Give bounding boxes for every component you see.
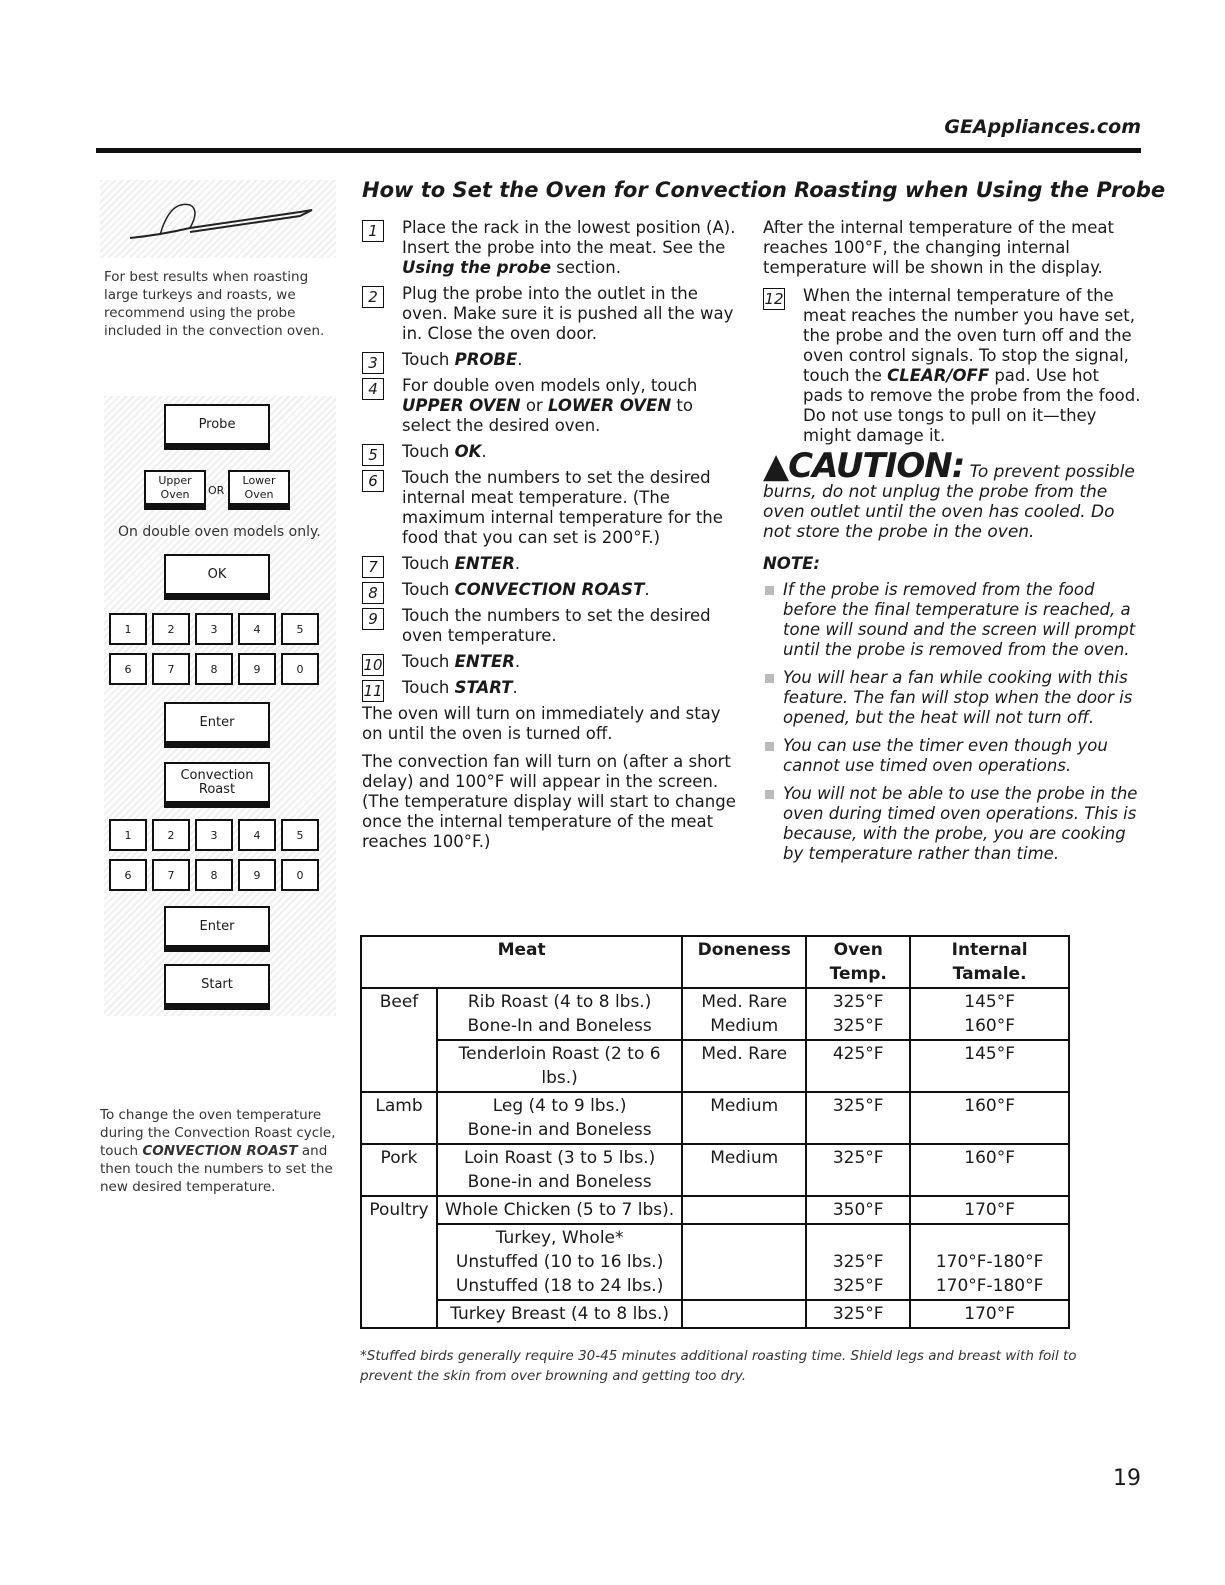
right-para: After the internal temperature of the meat reaches 100°F, the changing internal temperature will be shown in the display. [763,218,1114,277]
step-11 [362,678,746,698]
step-text: Place the rack in the lowest position (A). Insert the probe into the meat. See the Using the probe section. [402,218,736,277]
probe-illustration [100,180,336,258]
right-column [763,218,1143,872]
number-key-4: 4 [238,613,276,645]
probe-icon [100,180,336,258]
number-key-0: 0 [281,859,319,891]
step-9 [362,606,746,646]
number-key-2: 2 [152,819,190,851]
number-key-6: 6 [109,859,147,891]
step-5 [362,442,746,462]
table-row [361,1040,1069,1092]
table-row [361,1300,1069,1328]
step-number: 8 [362,582,384,604]
ok-key: OK [164,554,270,600]
step-number: 6 [362,470,384,492]
probe-note: For best results when roasting large turkeys and roasts, we recommend using the probe included in the convection oven. [104,269,325,339]
number-key-6: 6 [109,653,147,685]
step-text: Touch the numbers to set the desired internal meat temperature. (The maximum internal temperature for the food that you can set is 200°F.) [402,468,723,547]
doneness: Med. Rare Medium [682,988,806,1040]
number-key-1: 1 [109,819,147,851]
number-key-8: 8 [195,653,233,685]
enter-key-1: Enter [164,702,270,748]
page-title: How to Set the Oven for Convection Roasting when Using the Probe [362,178,1166,202]
number-key-3: 3 [195,819,233,851]
step-text: Touch START. [402,678,518,697]
table-row [361,988,1069,1040]
table-body [361,988,1069,1328]
number-key-2: 2 [152,613,190,645]
steps-list [362,218,746,698]
notes-list [763,580,1143,864]
step-2 [362,284,746,344]
note-item: You will not be able to use the probe in the oven during timed oven operations. This is because, with the probe, you are cooking by temperature rather than time. [763,784,1143,864]
oven-temp: 325°F [806,1092,910,1144]
oven-temp: 325°F [806,1144,910,1196]
roasting-table [360,935,1070,1329]
steps-column [362,218,746,860]
header-rule [96,148,1141,153]
step-3 [362,350,746,370]
header-meat: Meat [361,936,682,988]
oven-temp: 325°F [806,1300,910,1328]
internal-temp: 160°F [910,1144,1069,1196]
lower-oven-key: Lower Oven [228,470,290,510]
change-temp-note: To change the oven temperature during the Convection Roast cycle, touch CONVECTION ROAST and then touch the numbers to set the new desired temperature. [100,1107,336,1195]
step-number: 5 [362,444,384,466]
step-text: Touch ENTER. [402,652,521,671]
step-number: 2 [362,286,384,308]
table-row [361,1092,1069,1144]
meat-cut: Turkey, Whole* Unstuffed (10 to 16 lbs.) Unstuffed (18 to 24 lbs.) [437,1224,682,1300]
step-8 [362,580,746,600]
step-10 [362,652,746,672]
meat-cut: Whole Chicken (5 to 7 lbs). [437,1196,682,1224]
step-12 [763,286,1143,446]
number-key-4: 4 [238,819,276,851]
meat-group: Lamb [361,1092,437,1144]
note-title: NOTE: [763,554,820,573]
step-number: 12 [764,290,784,308]
doneness [682,1224,806,1300]
step-number: 3 [362,352,384,374]
sidebar [100,180,340,340]
table-row [361,1196,1069,1224]
step-text: Touch ENTER. [402,554,521,573]
step-text: Touch the numbers to set the desired oven temperature. [402,606,711,645]
step-text: Touch OK. [402,442,487,461]
caution-block [763,446,1143,542]
number-key-9: 9 [238,653,276,685]
step-number: 9 [362,608,384,630]
start-key: Start [164,964,270,1010]
internal-temp: 170°F-180°F 170°F-180°F [910,1224,1069,1300]
meat-cut: Turkey Breast (4 to 8 lbs.) [437,1300,682,1328]
internal-temp: 170°F [910,1300,1069,1328]
step-text: Plug the probe into the outlet in the oven. Make sure it is pushed all the way in. Close the oven door. [402,284,734,343]
step-text: For double oven models only, touch UPPER OVEN or LOWER OVEN to select the desired oven. [402,376,698,435]
note-item: You can use the timer even though you cannot use timed oven operations. [763,736,1143,776]
meat-group: Pork [361,1144,437,1196]
internal-temp: 145°F 160°F [910,988,1069,1040]
para-2: The convection fan will turn on (after a short delay) and 100°F will appear in the screen. (The temperature display will start to change once the internal temperature of the meat reaches 100°F.) [362,752,736,851]
meat-cut: Loin Roast (3 to 5 lbs.) Bone-in and Boneless [437,1144,682,1196]
step-number: 11 [363,682,383,700]
doneness [682,1196,806,1224]
header-internal: Internal Tamale. [910,936,1069,988]
step-1 [362,218,746,278]
footnote: *Stuffed birds generally require 30-45 minutes additional roasting time. Shield legs and breast with foil to prevent the skin from over browning and getting too dry. [360,1348,1077,1384]
step-text: Touch PROBE. [402,350,523,369]
probe-key: Probe [164,404,270,450]
convection-roast-key: Convection Roast [164,762,270,808]
step-number: 1 [362,220,384,242]
oven-temp: 350°F [806,1196,910,1224]
internal-temp: 170°F [910,1196,1069,1224]
enter-key-2: Enter [164,906,270,952]
number-key-9: 9 [238,859,276,891]
number-key-5: 5 [281,819,319,851]
step-text: Touch CONVECTION ROAST. [402,580,650,599]
meat-cut: Leg (4 to 9 lbs.) Bone-in and Boneless [437,1092,682,1144]
oven-temp: 325°F 325°F [806,988,910,1040]
table-row [361,1144,1069,1196]
meat-cut: Rib Roast (4 to 8 lbs.) Bone-In and Boneless [437,988,682,1040]
table-header-row [361,936,1069,988]
number-key-0: 0 [281,653,319,685]
step-number: 10 [363,656,383,674]
meat-group: Beef [361,988,437,1092]
doneness [682,1300,806,1328]
step-number: 4 [362,378,384,400]
number-key-1: 1 [109,613,147,645]
internal-temp: 145°F [910,1040,1069,1092]
internal-temp: 160°F [910,1092,1069,1144]
number-key-3: 3 [195,613,233,645]
warning-icon: ▲ [763,446,789,486]
doneness: Med. Rare [682,1040,806,1092]
or-label: OR [208,484,225,497]
step-text: When the internal temperature of the meat reaches the number you have set, the probe and the oven turn off and the oven control signals. To stop the signal, touch the CLEAR/OFF pad. Use hot pads to remove the probe from the food. Do not use tongs to pull on it—they might damage it. [803,286,1141,445]
para-1: The oven will turn on immediately and stay on until the oven is turned off. [362,704,721,743]
table-row [361,1224,1069,1300]
upper-oven-key: Upper Oven [144,470,206,510]
number-key-7: 7 [152,653,190,685]
header-oven-temp: Oven Temp. [806,936,910,988]
site-url[interactable]: GEAppliances.com [944,116,1141,138]
step-6 [362,468,746,548]
number-key-7: 7 [152,859,190,891]
meat-group: Poultry [361,1196,437,1328]
step-4 [362,376,746,436]
note-item: You will hear a fan while cooking with this feature. The fan will stop when the door is opened, but the heat will not turn off. [763,668,1143,728]
note-item: If the probe is removed from the food before the final temperature is reached, a tone will sound and the screen will prompt until the probe is removed from the oven. [763,580,1143,660]
double-oven-note: On double oven models only. [118,524,321,540]
oven-temp: 325°F 325°F [806,1224,910,1300]
step-number: 7 [362,556,384,578]
oven-temp: 425°F [806,1040,910,1092]
page-number: 19 [1113,1466,1141,1491]
caution-title: CAUTION: [788,446,965,486]
meat-cut: Tenderloin Roast (2 to 6 lbs.) [437,1040,682,1092]
number-key-5: 5 [281,613,319,645]
doneness: Medium [682,1092,806,1144]
doneness: Medium [682,1144,806,1196]
caution-text: To prevent possible burns, do not unplug the probe from the oven outlet until the oven has cooled. Do not store the probe in the oven. [763,462,1135,542]
number-key-8: 8 [195,859,233,891]
step-7 [362,554,746,574]
header-doneness: Doneness [682,936,806,988]
